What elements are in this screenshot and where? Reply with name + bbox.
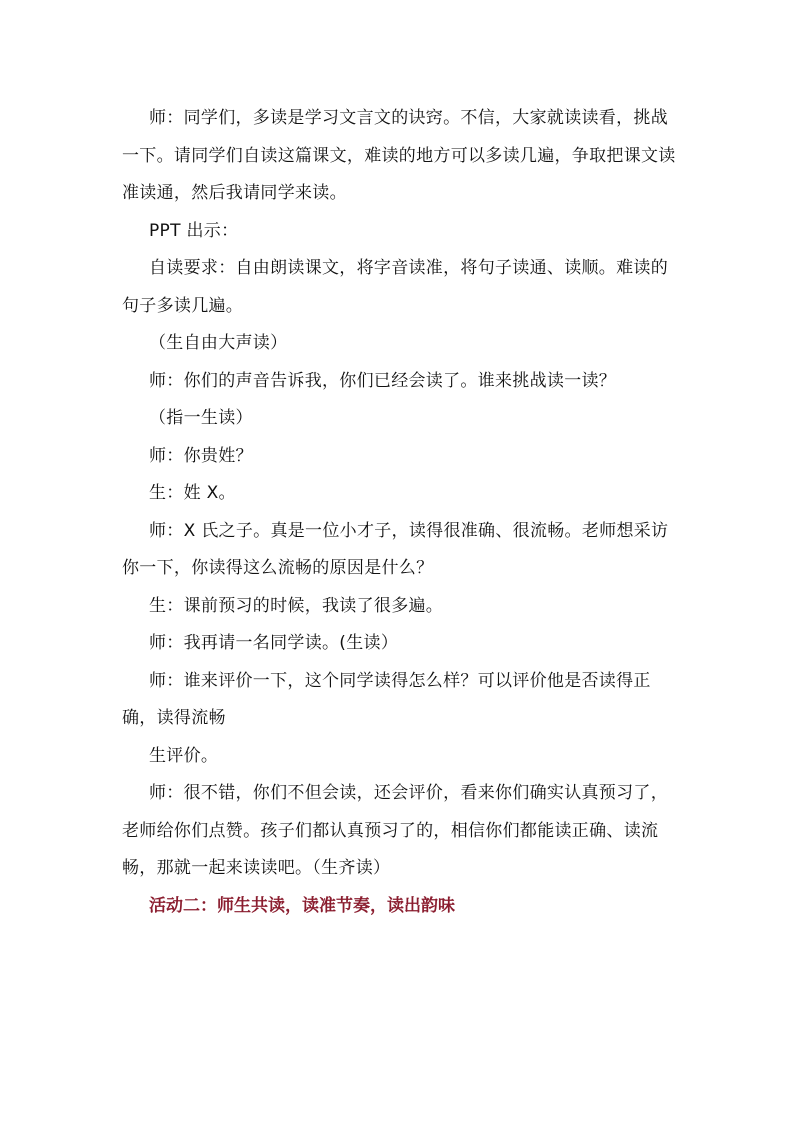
- paragraph-ppt-label: PPT 出示：: [149, 220, 239, 241]
- paragraph-teacher-evaluate: 师：谁来评价一下，这个同学读得怎么样？可以评价他是否读得正确，读得流畅: [122, 670, 651, 728]
- paragraph-stage-direction: （指一生读）: [149, 408, 253, 428]
- paragraph-student-answer: 生：课前预习的时候，我读了很多遍。: [149, 595, 444, 616]
- section-heading: 活动二：师生共读，读准节奏，读出韵味: [149, 895, 455, 916]
- paragraph-teacher-praise: 师：X 氏之子。真是一位小才子，读得很准确、很流畅。老师想采访你一下，你读得这么流畅的原因是什么？: [122, 520, 669, 578]
- document-body: [122, 100, 682, 925]
- paragraph-intro: 师：同学们，多读是学习文言文的诀窍。不信，大家就读读看，挑战一下。请同学们自读这篇课文，难读的地方可以多读几遍，争取把课文读准读通，然后我请同学来读。: [122, 108, 676, 203]
- paragraph-teacher-summary: 师：很不错，你们不但会读，还会评价，看来你们确实认真预习了，老师给你们点赞。孩子们都认真预习了的，相信你们都能读正确、读流畅，那就一起来读读吧。（生齐读）: [122, 783, 668, 878]
- paragraph-stage-direction: （生自由大声读）: [149, 333, 288, 353]
- paragraph-student-answer: 生：姓 X。: [149, 483, 236, 503]
- paragraph-teacher-challenge: 师：你们的声音告诉我，你们已经会读了。谁来挑战读一读？: [149, 370, 617, 391]
- paragraph-teacher-question: 师：你贵姓？: [149, 445, 253, 466]
- paragraph-reading-requirement: 自读要求：自由朗读课文，将字音读准，将句子读通、读顺。难读的句子多读几遍。: [122, 258, 668, 316]
- paragraph-student-evaluation: 生评价。: [149, 745, 219, 766]
- paragraph-teacher-request: 师：我再请一名同学读。(生读）: [149, 633, 399, 653]
